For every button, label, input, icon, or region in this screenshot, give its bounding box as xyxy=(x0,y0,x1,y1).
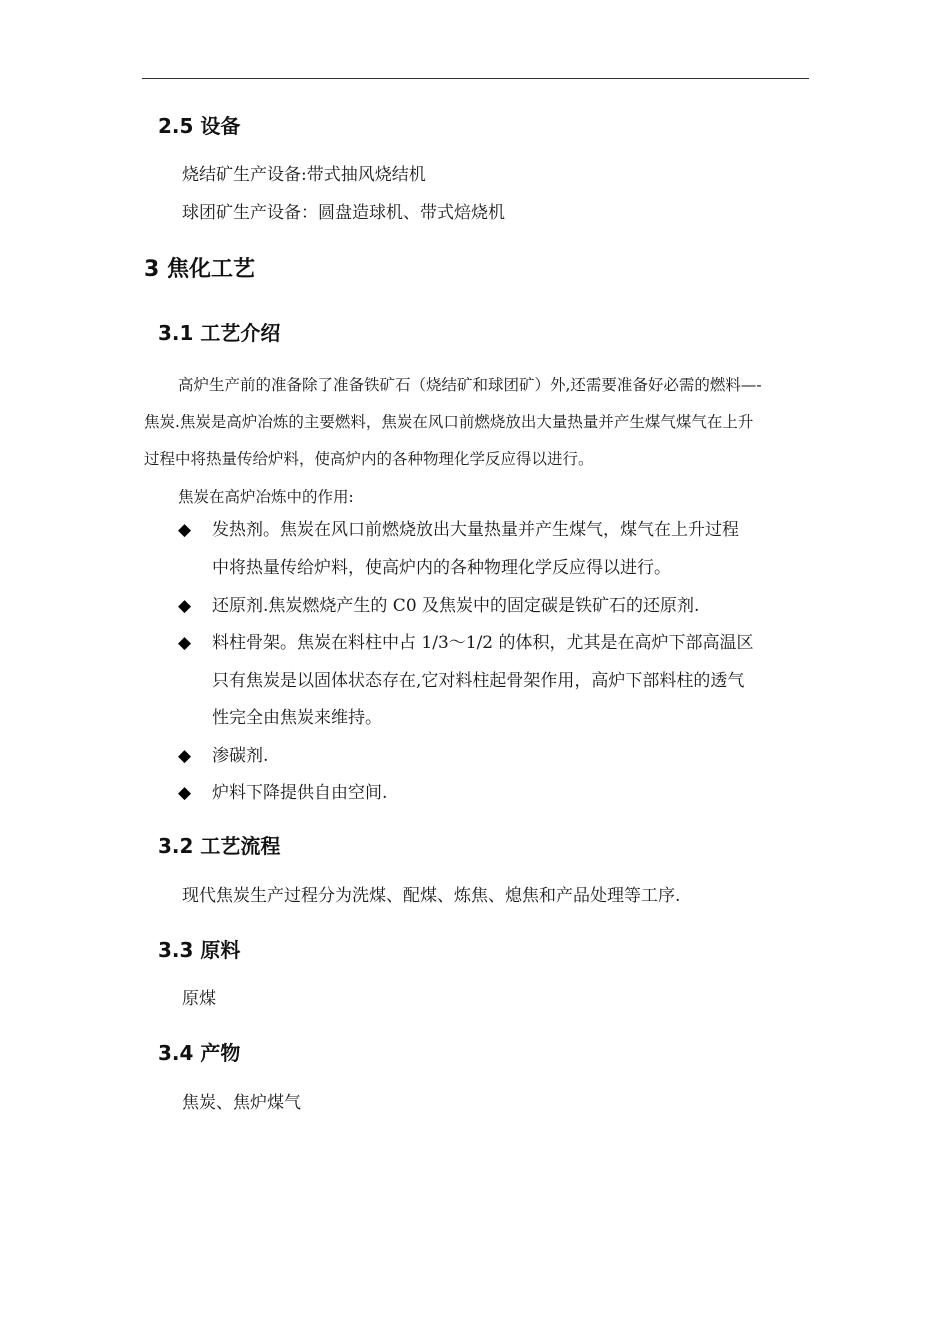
raw-material-line: 原煤 xyxy=(182,989,216,1009)
section-heading-3-2: 3.2 工艺流程 xyxy=(158,834,281,858)
intro-paragraph-line-2: 焦炭.焦炭是高炉冶炼的主要燃料，焦炭在风口前燃烧放出大量热量并产生煤气煤气在上升 xyxy=(144,413,754,431)
bullet-3-line-1: 料柱骨架。焦炭在料柱中占 1/3～1/2 的体积，尤其是在高炉下部高温区 xyxy=(212,633,754,653)
diamond-bullet-icon: ◆ xyxy=(178,596,192,616)
diamond-bullet-icon: ◆ xyxy=(178,633,192,653)
bullet-5-line-1: 炉料下降提供自由空间. xyxy=(212,783,388,803)
process-flow-line: 现代焦炭生产过程分为洗煤、配煤、炼焦、熄焦和产品处理等工序. xyxy=(182,886,681,906)
bullet-3-line-2: 只有焦炭是以固体状态存在,它对料柱起骨架作用，高炉下部料柱的透气 xyxy=(212,671,745,691)
section-heading-2-5: 2.5 设备 xyxy=(158,114,241,138)
intro-paragraph-line-3: 过程中将热量传给炉料，使高炉内的各种物理化学反应得以进行。 xyxy=(144,450,594,468)
bullet-4-line-1: 渗碳剂. xyxy=(212,746,269,766)
diamond-bullet-icon: ◆ xyxy=(178,783,192,803)
equipment-line-pellet: 球团矿生产设备：圆盘造球机、带式焙烧机 xyxy=(182,203,505,223)
equipment-line-sinter: 烧结矿生产设备:带式抽风烧结机 xyxy=(182,165,426,185)
section-heading-3-4: 3.4 产物 xyxy=(158,1041,241,1065)
bullet-3-line-3: 性完全由焦炭来维持。 xyxy=(212,708,382,728)
diamond-bullet-icon: ◆ xyxy=(178,520,192,540)
coke-role-title: 焦炭在高炉冶炼中的作用: xyxy=(178,488,354,506)
bullet-2-line-1: 还原剂.焦炭燃烧产生的 C0 及焦炭中的固定碳是铁矿石的还原剂. xyxy=(212,596,700,616)
section-heading-3-1: 3.1 工艺介绍 xyxy=(158,321,281,345)
chapter-heading-3: 3 焦化工艺 xyxy=(144,257,255,282)
diamond-bullet-icon: ◆ xyxy=(178,746,192,766)
header-rule xyxy=(142,78,809,79)
intro-paragraph-line-1: 高炉生产前的准备除了准备铁矿石（烧结矿和球团矿）外,还需要准备好必需的燃料—- xyxy=(178,376,762,394)
bullet-1-line-2: 中将热量传给炉料，使高炉内的各种物理化学反应得以进行。 xyxy=(212,558,671,578)
product-line: 焦炭、焦炉煤气 xyxy=(182,1093,301,1113)
section-heading-3-3: 3.3 原料 xyxy=(158,938,241,962)
bullet-1-line-1: 发热剂。焦炭在风口前燃烧放出大量热量并产生煤气，煤气在上升过程 xyxy=(212,520,739,540)
